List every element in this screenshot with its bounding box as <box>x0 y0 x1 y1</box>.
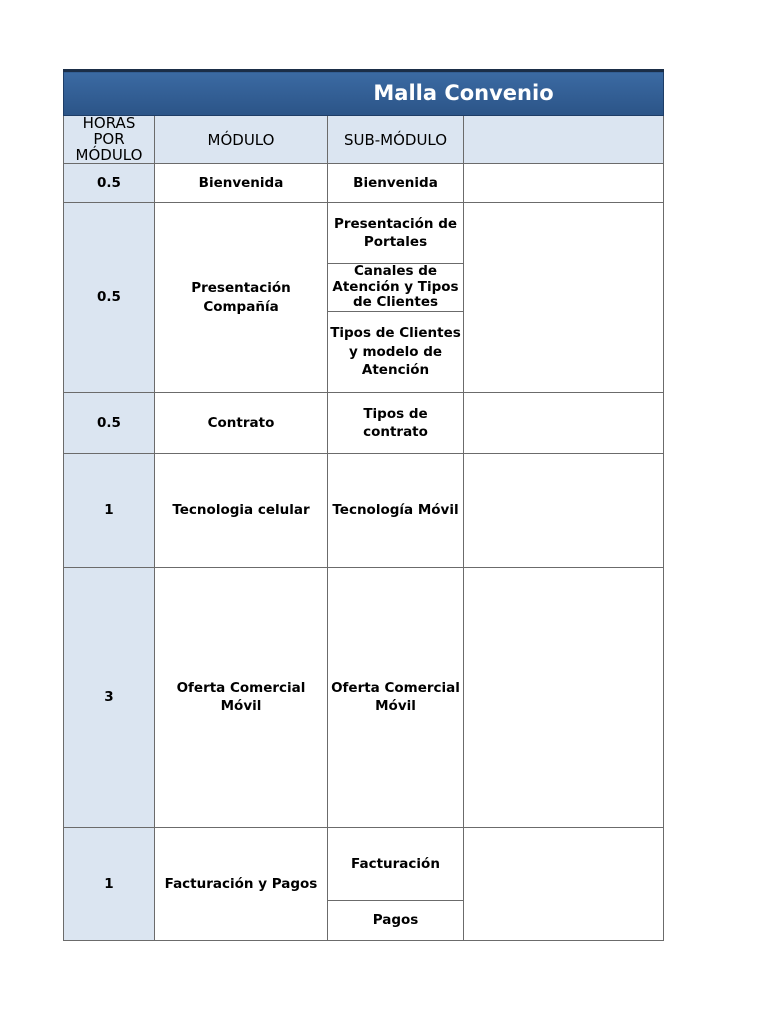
curriculum-table <box>63 69 664 941</box>
header-row <box>64 116 664 164</box>
submodule-cell[interactable]: Oferta Comercial Móvil <box>328 567 464 827</box>
submodule-cell[interactable]: Bienvenida <box>328 164 464 203</box>
module-cell[interactable]: Oferta Comercial Móvil <box>155 567 328 827</box>
module-cell[interactable]: Tecnologia celular <box>155 453 328 567</box>
hours-cell[interactable]: 3 <box>64 567 155 827</box>
submodule-cell[interactable]: Presentación de Portales <box>328 203 464 264</box>
submodule-cell[interactable]: Tecnología Móvil <box>328 453 464 567</box>
hours-cell[interactable]: 0.5 <box>64 164 155 203</box>
module-cell[interactable]: Presentación Compañía <box>155 203 328 393</box>
table-title: Malla Convenio <box>373 81 554 106</box>
hours-cell[interactable]: 0.5 <box>64 392 155 453</box>
table-row <box>64 392 664 453</box>
submodule-cell[interactable]: Facturación <box>328 827 464 900</box>
empty-cell[interactable] <box>464 453 664 567</box>
module-cell[interactable]: Facturación y Pagos <box>155 827 328 940</box>
header-module[interactable]: MÓDULO <box>155 116 328 164</box>
empty-cell[interactable] <box>464 203 664 393</box>
table-row <box>64 203 664 264</box>
submodule-cell[interactable]: Pagos <box>328 900 464 940</box>
hours-cell[interactable]: 1 <box>64 827 155 940</box>
empty-cell[interactable] <box>464 827 664 940</box>
empty-cell[interactable] <box>464 164 664 203</box>
hours-cell[interactable]: 0.5 <box>64 203 155 393</box>
table-row <box>64 827 664 900</box>
module-cell[interactable]: Bienvenida <box>155 164 328 203</box>
table-row <box>64 453 664 567</box>
submodule-cell[interactable]: Tipos de Clientes y modelo de Atención <box>328 311 464 392</box>
empty-cell[interactable] <box>464 567 664 827</box>
empty-cell[interactable] <box>464 392 664 453</box>
header-hours[interactable]: HORAS POR MÓDULO <box>64 116 155 164</box>
header-extra[interactable] <box>464 116 664 164</box>
submodule-cell[interactable]: Tipos de contrato <box>328 392 464 453</box>
header-submodule[interactable]: SUB-MÓDULO <box>328 116 464 164</box>
table-row <box>64 164 664 203</box>
module-cell[interactable]: Contrato <box>155 392 328 453</box>
table-title-cell[interactable] <box>64 71 664 116</box>
submodule-cell[interactable]: Canales de Atención y Tipos de Clientes <box>328 264 464 312</box>
spreadsheet-view <box>63 69 554 929</box>
table-row <box>64 567 664 827</box>
title-row <box>64 71 664 116</box>
hours-cell[interactable]: 1 <box>64 453 155 567</box>
